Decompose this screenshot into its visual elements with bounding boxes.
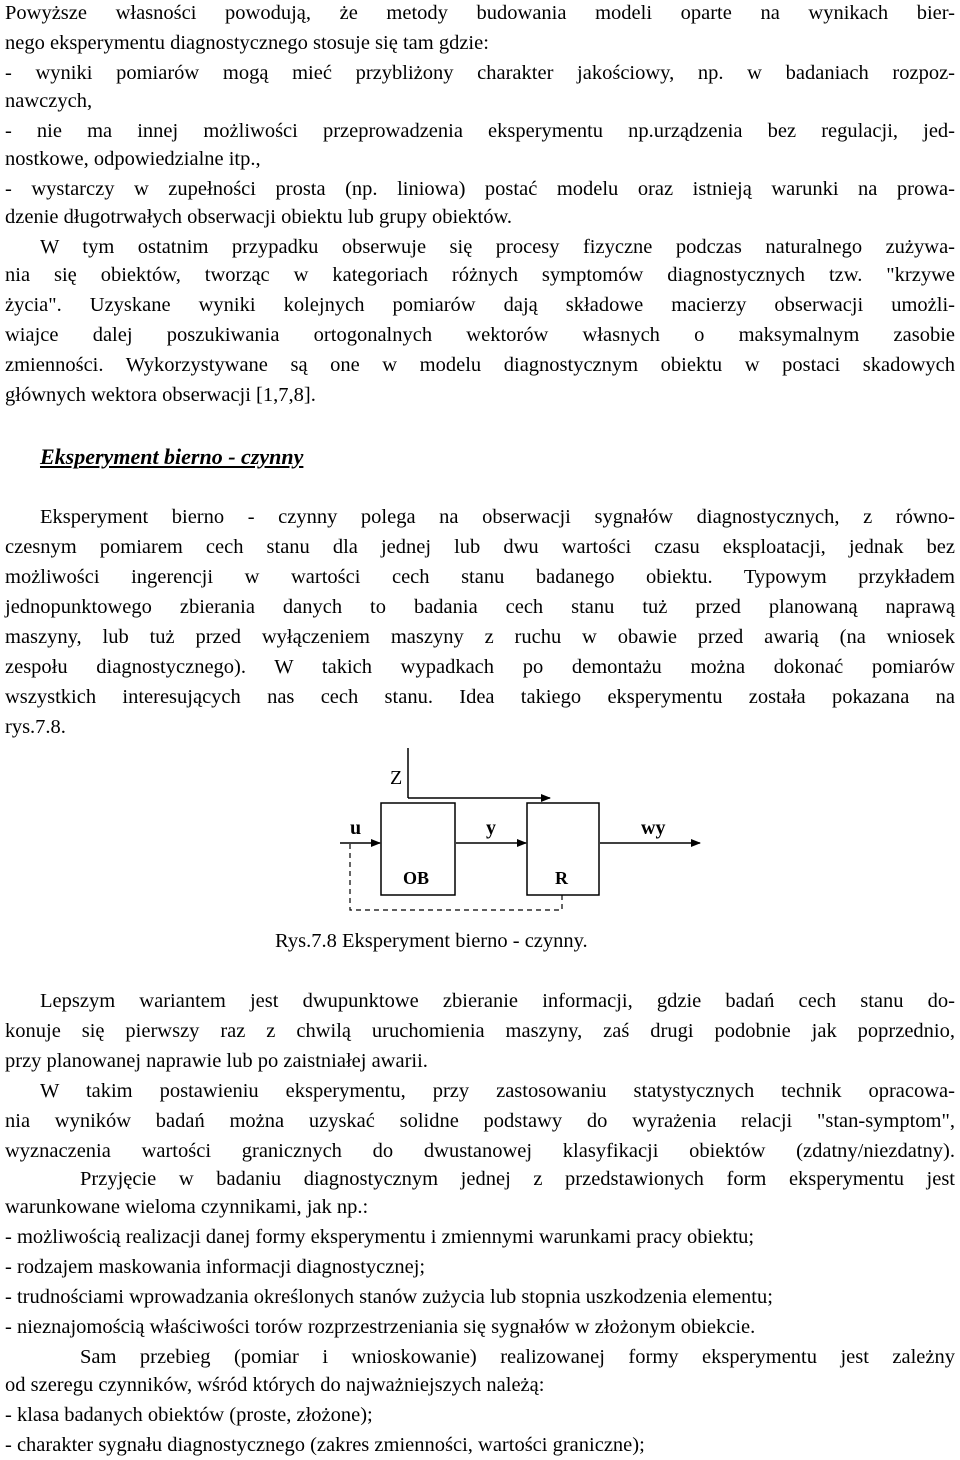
paragraph-line: przy planowanej naprawie lub po zaistniałej awarii. [5, 1050, 428, 1072]
paragraph-line: nostkowe, odpowiedzialne itp., [5, 148, 261, 170]
paragraph-line: wszystkich interesujących nas cech stanu. Idea takiego eksperymentu została pokazana na [5, 686, 955, 708]
label-ob: OB [403, 868, 430, 888]
paragraph-line: możliwości ingerencji w wartości cech stanu badanego obiektu. Typowym przykładem [5, 566, 955, 588]
paragraph-line: - rodzajem maskowania informacji diagnostycznej; [5, 1256, 426, 1278]
paragraph-line: zespołu diagnostycznego). W takich wypadkach po demontażu można dokonać pomiarów [5, 656, 955, 678]
paragraph-line: wyznaczenia wartości granicznych do dwustanowej klasyfikacji obiektów (zdatny/niezdatny). [5, 1140, 955, 1162]
label-y: y [486, 817, 496, 839]
paragraph-line: nia wyników badań można uzyskać solidne podstawy do wyrażenia relacji "stan-symptom", [5, 1110, 955, 1132]
paragraph-line: - nie ma innej możliwości przeprowadzenia eksperymentu np.urządzenia bez regulacji, jed- [5, 120, 955, 142]
paragraph-line: wiajce dalej poszukiwania ortogonalnych wektorów własnych o maksymalnym zasobie [5, 324, 955, 346]
paragraph-line: warunkowane wieloma czynnikami, jak np.: [5, 1196, 369, 1218]
paragraph-line: zmienności. Wykorzystywane są one w modelu diagnostycznym obiektu w postaci skadowych [5, 354, 955, 376]
block-diagram [0, 740, 960, 930]
label-z: Z [390, 767, 403, 789]
paragraph-line: - klasa badanych obiektów (proste, złożone); [5, 1404, 373, 1426]
dashed-feedback-path [350, 843, 562, 910]
paragraph-line: od szeregu czynników, wśród których do najważniejszych należą: [5, 1374, 545, 1396]
paragraph-line: dzenie długotrwałych obserwacji obiektu lub grupy obiektów. [5, 206, 513, 228]
paragraph-line: W tym ostatnim przypadku obserwuje się procesy fizyczne podczas naturalnego zużywa- [40, 236, 955, 258]
paragraph-line: Eksperyment bierno - czynny polega na obserwacji sygnałów diagnostycznych, z równo- [40, 506, 955, 528]
figure-caption: Rys.7.8 Eksperyment bierno - czynny. [275, 930, 588, 952]
paragraph-line: - możliwością realizacji danej formy eksperymentu i zmiennymi warunkami pracy obiektu; [5, 1226, 755, 1248]
paragraph-line: maszyny, lub tuż przed wyłączeniem maszyny z ruchu w obawie przed awarią (na wniosek [5, 626, 955, 648]
paragraph-line: konuje się pierwszy raz z chwilą uruchomienia maszyny, zaś drugi podobnie jak poprzednio, [5, 1020, 955, 1042]
paragraph-line: Przyjęcie w badaniu diagnostycznym jednej z przedstawionych form eksperymentu jest [80, 1168, 955, 1190]
paragraph-line: nawczych, [5, 90, 93, 112]
paragraph-line: - trudnościami wprowadzania określonych stanów zużycia lub stopnia uszkodzenia elementu; [5, 1286, 773, 1308]
paragraph-line: nego eksperymentu diagnostycznego stosuje się tam gdzie: [5, 32, 489, 54]
label-u: u [350, 817, 362, 839]
paragraph-line: - wyniki pomiarów mogą mieć przybliżony charakter jakościowy, np. w badaniach rozpoz- [5, 62, 955, 84]
paragraph-line: jednopunktowego zbierania danych to badania cech stanu tuż przed planowaną naprawą [5, 596, 955, 618]
paragraph-line: Sam przebieg (pomiar i wnioskowanie) realizowanej formy eksperymentu jest zależny [80, 1346, 955, 1368]
paragraph-line: rys.7.8. [5, 716, 66, 738]
paragraph-line: nia się obiektów, tworząc w kategoriach różnych symptomów diagnostycznych tzw. "krzywe [5, 264, 955, 286]
section-heading: Eksperyment bierno - czynny [40, 444, 304, 469]
paragraph-line: - nieznajomością właściwości torów rozprzestrzeniania się sygnałów w złożonym obiekcie. [5, 1316, 756, 1338]
paragraph-line: Powyższe własności powodują, że metody budowania modeli oparte na wynikach bier- [5, 2, 955, 24]
paragraph-line: W takim postawieniu eksperymentu, przy zastosowaniu statystycznych technik opracowa- [40, 1080, 955, 1102]
paragraph-line: Lepszym wariantem jest dwupunktowe zbieranie informacji, gdzie badań cech stanu do- [40, 990, 955, 1012]
paragraph-line: - charakter sygnału diagnostycznego (zakres zmienności, wartości graniczne); [5, 1434, 645, 1456]
paragraph-line: głównych wektora obserwacji [1,7,8]. [5, 384, 316, 406]
paragraph-line: życia". Uzyskane wyniki kolejnych pomiarów dają składowe macierzy obserwacji umożli- [5, 294, 955, 316]
paragraph-line: - wystarczy w zupełności prosta (np. liniowa) postać modelu oraz istnieją warunki na prowa- [5, 178, 955, 200]
label-r: R [555, 868, 568, 888]
paragraph-line: czesnym pomiarem cech stanu dla jednej lub dwu wartości czasu eksploatacji, jednak bez [5, 536, 955, 558]
label-wy: wy [641, 817, 666, 839]
